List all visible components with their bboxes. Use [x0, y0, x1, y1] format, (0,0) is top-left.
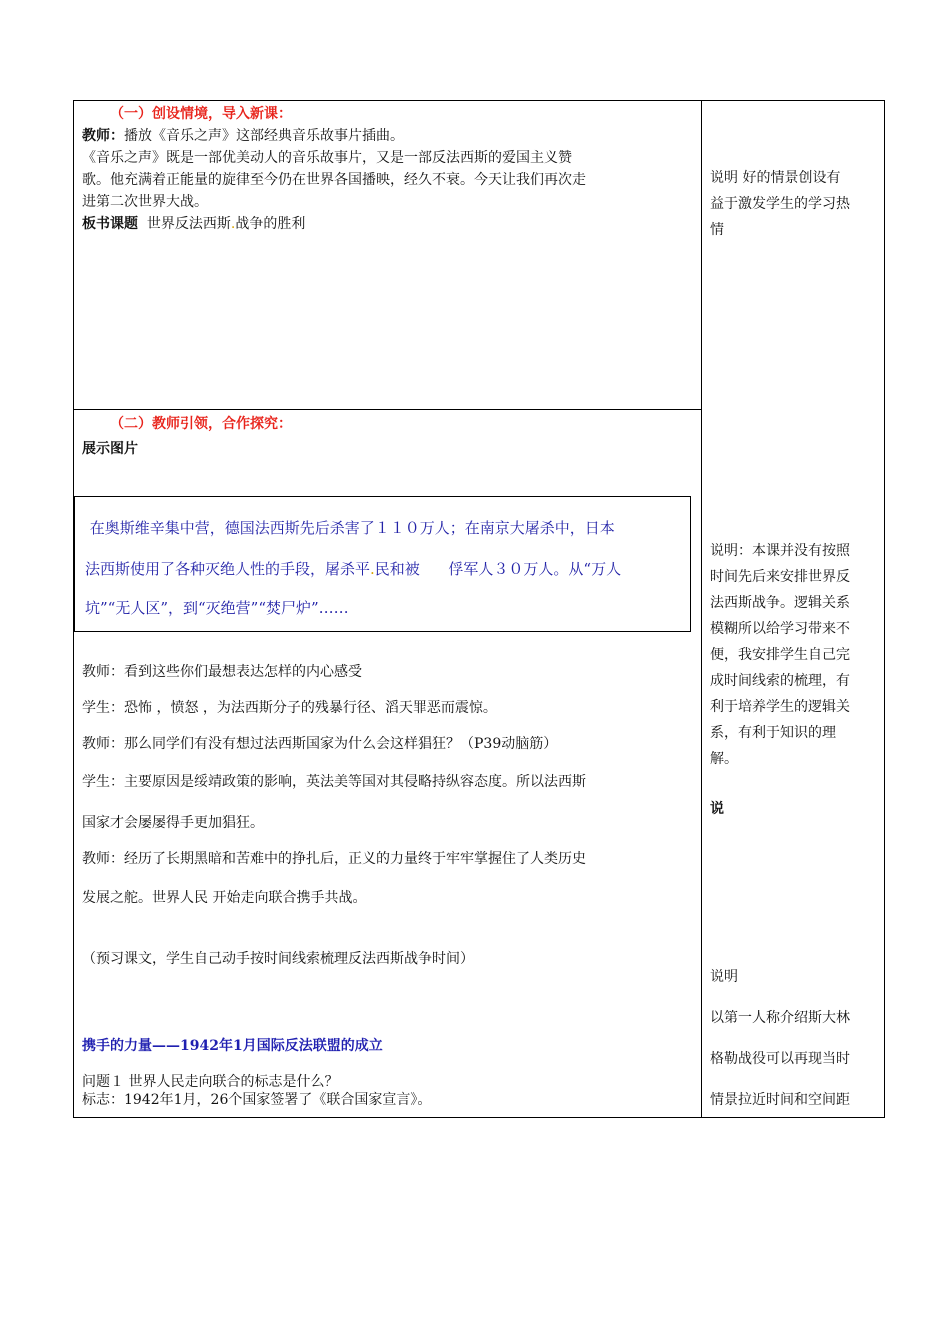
note1: 说明 好的情景创设有 益于激发学生的学习热 情 — [710, 170, 850, 238]
quote-line3: 坑”“无人区”，到“灭绝营”“焚尸炉”…… — [85, 599, 349, 617]
board-text-a: 世界反法西斯 — [146, 216, 231, 232]
section1 — [82, 103, 694, 235]
note3: 说 — [710, 801, 724, 817]
quote-box — [74, 496, 691, 632]
teacher-label: 教师： — [82, 128, 124, 144]
board-text-b: 战争的胜利 — [235, 216, 306, 232]
section1-teacher-line — [82, 125, 694, 147]
board-label: 板书课题 — [82, 216, 138, 232]
section2-header — [82, 413, 694, 460]
dialog-line: 学生：恐怖 ，愤怒 ，为法西斯分子的残暴行径、滔天罪恶而震惊。 — [82, 700, 497, 716]
dialog-line: 教师：看到这些你们最想表达怎样的内心感受 — [82, 664, 362, 680]
stray-dot: . — [230, 216, 236, 232]
row-divider — [74, 409, 701, 410]
dialog-line: 学生：主要原因是绥靖政策的影响，英法美等国对其侵略持纵容态度。所以法西斯 — [82, 774, 586, 790]
section1-para-line3: 进第二次世界大战。 — [82, 194, 208, 210]
board-title-line — [82, 213, 694, 235]
lesson-table — [73, 100, 885, 1118]
section1-para-line2: 歌。他充满着正能量的旋律至今仍在世界各国播映，经久不衰。今天让我们再次走 — [82, 172, 586, 188]
column-divider — [701, 101, 702, 1117]
preview-note: （预习课文，学生自己动手按时间线索梳理反法西斯战争时间） — [82, 951, 474, 967]
teacher-text: 播放《音乐之声》这部经典音乐故事片插曲。 — [124, 128, 404, 144]
subheading: 携手的力量——1942年1月国际反法联盟的成立 — [82, 1038, 383, 1054]
quote-line2: 法西斯使用了各种灭绝人性的手段，屠杀平.民和被 俘军人３０万人。从“万人 — [85, 560, 622, 578]
dialog-line: 发展之舵。世界人民 开始走向联合携手共战。 — [82, 890, 367, 906]
quote-line1: 在奥斯维辛集中营，德国法西斯先后杀害了１１０万人；在南京大屠杀中，日本 — [89, 519, 615, 537]
show-pictures-label: 展示图片 — [82, 441, 138, 457]
dialog-line: 教师：经历了长期黑暗和苦难中的挣扎后，正义的力量终于牢牢掌握住了人类历史 — [82, 851, 586, 867]
section1-para-line1: 《音乐之声》既是一部优美动人的音乐故事片，又是一部反法西斯的爱国主义赞 — [82, 150, 572, 166]
section1-heading: （一）创设情境，导入新课： — [110, 106, 292, 122]
note4: 说明 以第一人称介绍斯大林 格勒战役可以再现当时 情景拉近时间和空间距 — [710, 969, 850, 1108]
stray-dot: . — [370, 560, 375, 578]
answer1: 标志：1942年1月，26个国家签署了《联合国家宣言》。 — [82, 1092, 432, 1108]
dialog-line: 国家才会屡屡得手更加猖狂。 — [82, 815, 264, 831]
note2: 说明：本课并没有按照 时间先后来安排世界反 法西斯战争。逻辑关系 模糊所以给学习带来不 便，我安排学生自己完 成时间线索的梳理，有 利于培养学生的逻辑关 系，有利于知识的理 解。 — [710, 543, 850, 767]
section2-heading: （二）教师引领，合作探究： — [110, 416, 292, 432]
question1: 问题１ 世界人民走向联合的标志是什么？ — [82, 1074, 339, 1090]
dialog-line: 教师：那么同学们有没有想过法西斯国家为什么会这样猖狂？（P39动脑筋） — [82, 736, 558, 752]
